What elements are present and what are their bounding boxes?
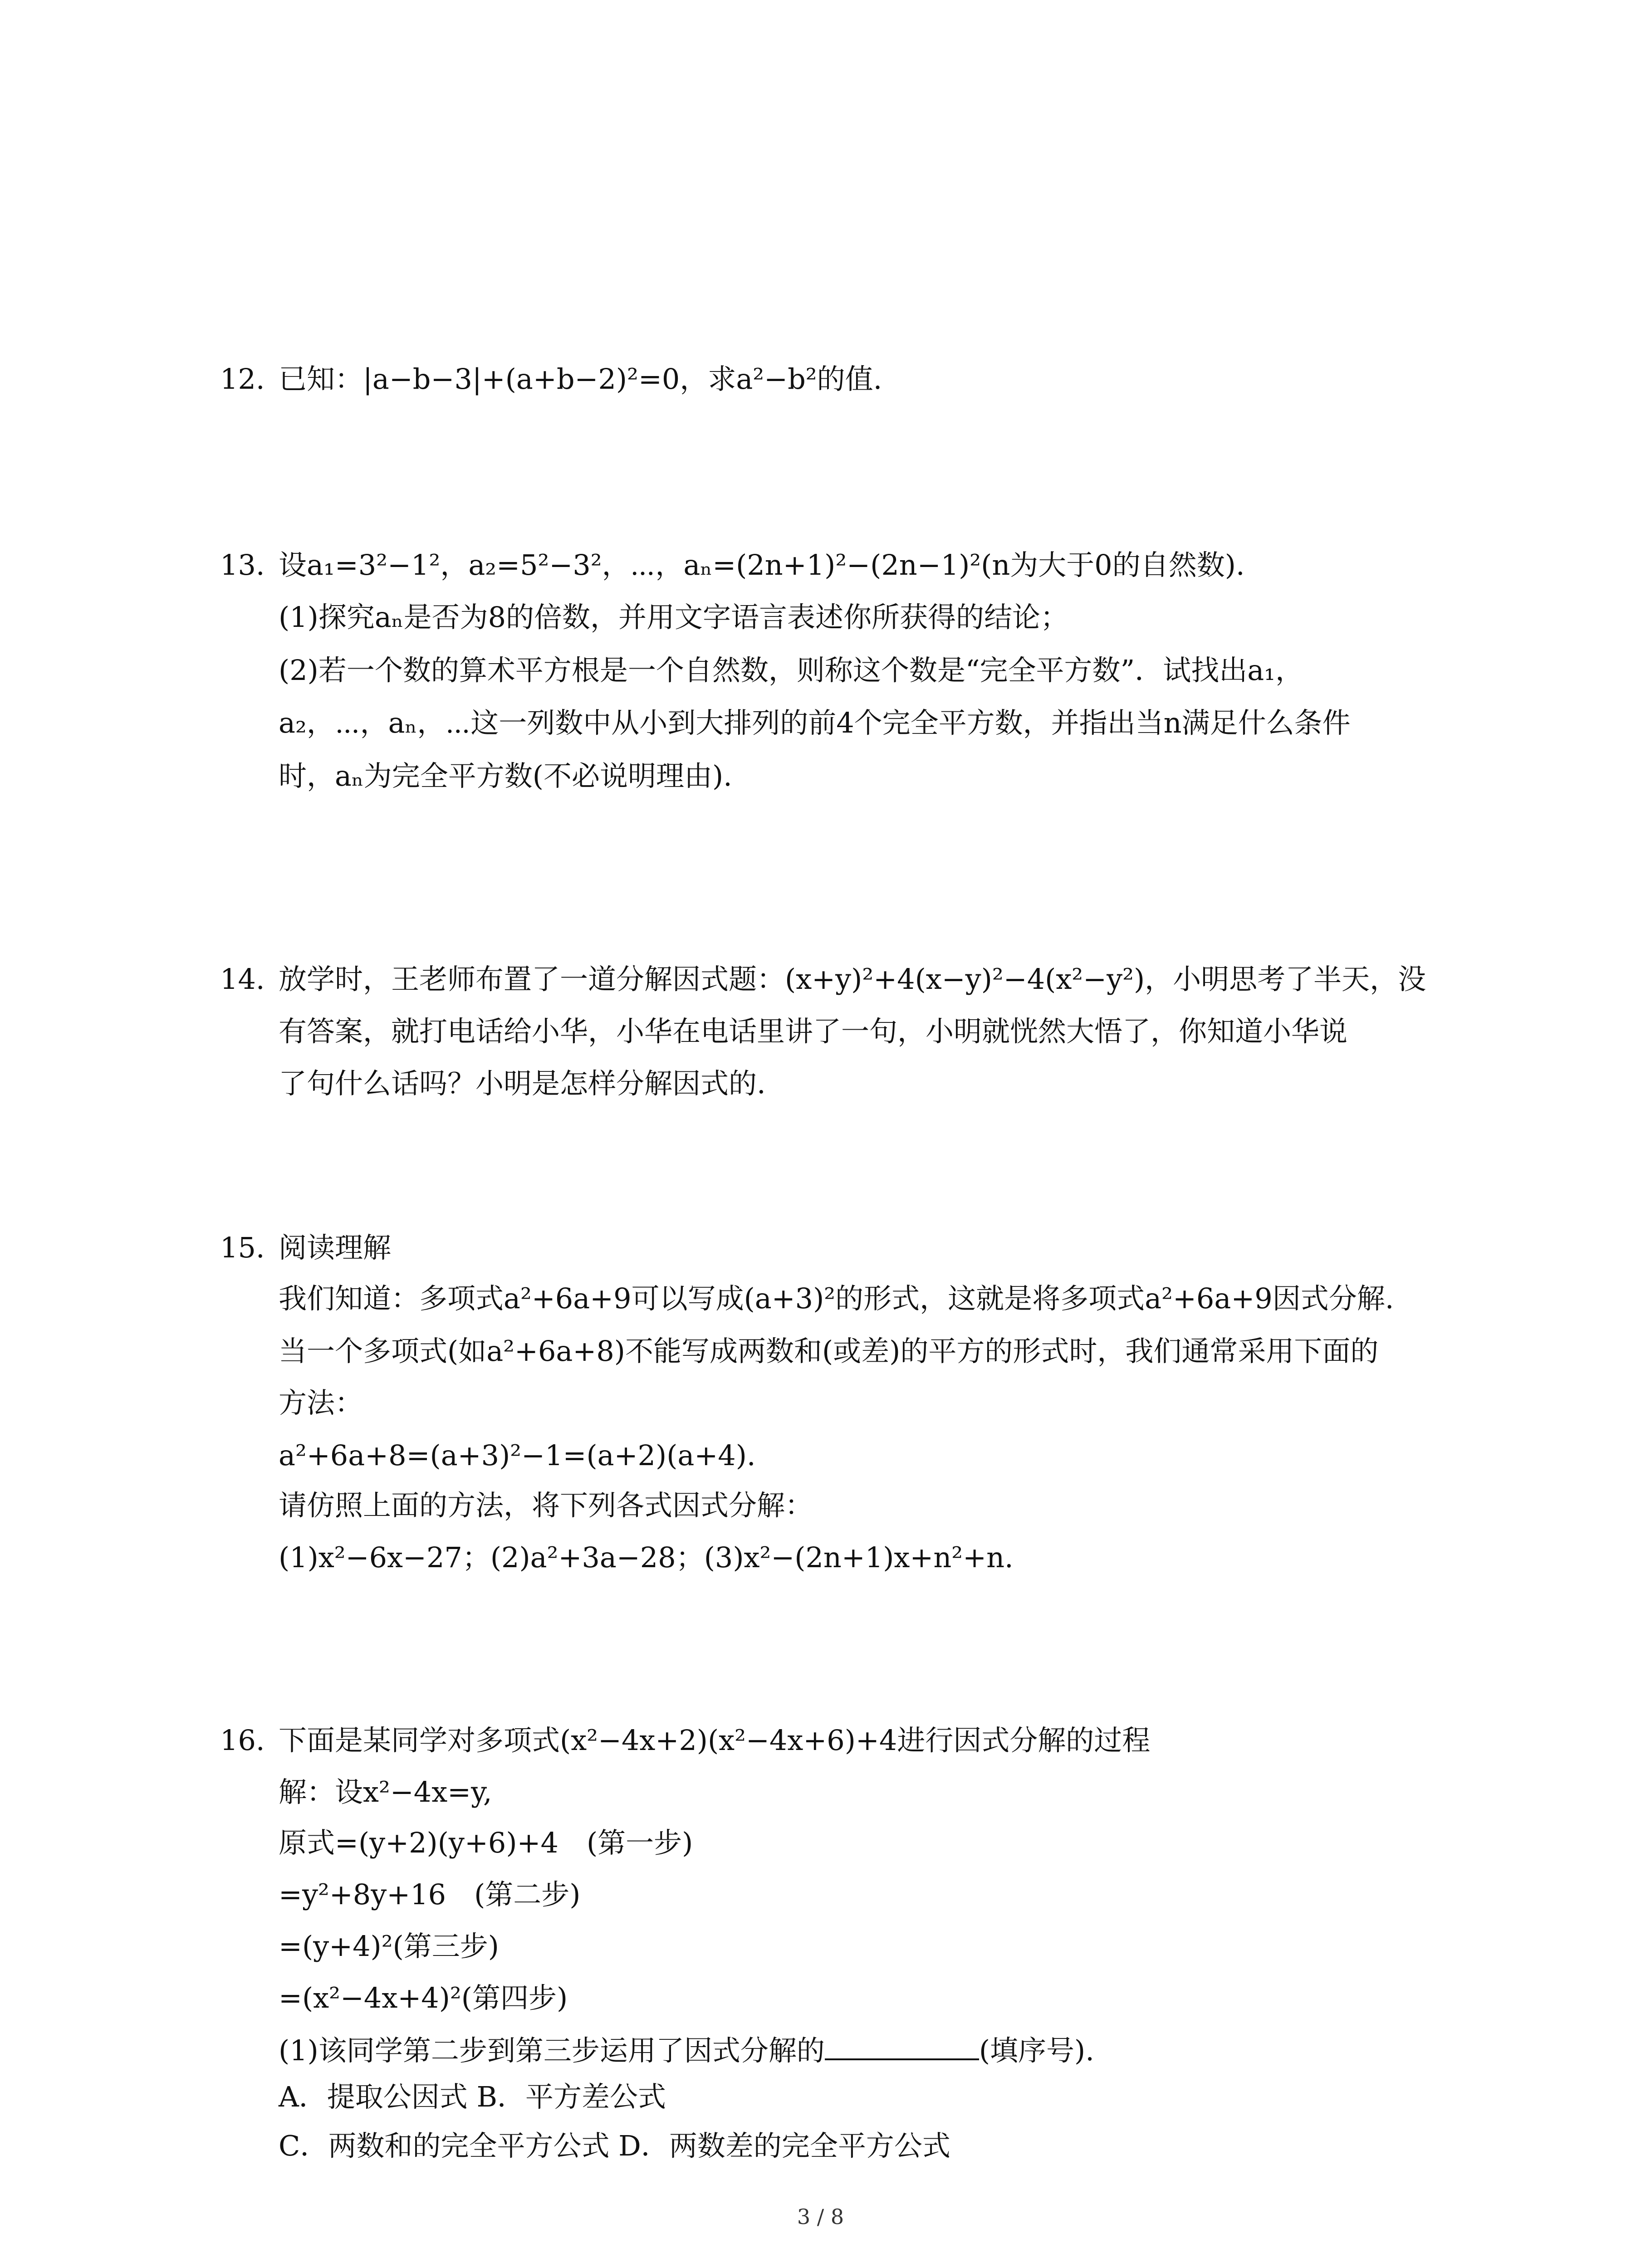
question-16-solution-start: 解：设x²−4x=y, bbox=[279, 1775, 492, 1809]
question-12-text: 已知：|a−b−3|+(a+b−2)²=0，求a²−b²的值. bbox=[279, 362, 882, 396]
question-15-intro: 我们知道：多项式a²+6a+9可以写成(a+3)²的形式，这就是将多项式a²+6a+9因式分解. bbox=[279, 1282, 1394, 1315]
question-16-number: 16. bbox=[220, 1724, 265, 1757]
question-13-number: 13. bbox=[220, 548, 265, 582]
question-16-options-a-b: A．提取公因式 B．平方差公式 bbox=[279, 2080, 666, 2113]
question-16-subquestion-1-prefix: (1)该同学第二步到第三步运用了因式分解的 bbox=[279, 2034, 825, 2067]
question-16-step-1: 原式=(y+2)(y+6)+4 (第一步) bbox=[279, 1826, 693, 1859]
question-15-method-cont: 方法： bbox=[279, 1386, 363, 1419]
question-14-text: 放学时，王老师布置了一道分解因式题：(x+y)²+4(x−y)²−4(x²−y²)，小明思考了半天，没 bbox=[279, 963, 1426, 996]
question-16-subquestion-1 bbox=[279, 2035, 1094, 2065]
question-16-options-c-d: C．两数和的完全平方公式 D．两数差的完全平方公式 bbox=[279, 2129, 950, 2162]
question-14-text-end: 了句什么话吗？小明是怎样分解因式的. bbox=[279, 1067, 766, 1100]
question-15-instruction: 请仿照上面的方法，将下列各式因式分解： bbox=[279, 1489, 813, 1522]
question-13-part-2-cont: a₂，⋯，aₙ，⋯这一列数中从小到大排列的前4个完全平方数，并指出当n满足什么条件 bbox=[279, 706, 1351, 739]
question-13-part-2: (2)若一个数的算术平方根是一个自然数，则称这个数是“完全平方数”．试找出a₁， bbox=[279, 654, 1304, 687]
question-16-subquestion-1-suffix: (填序号). bbox=[979, 2034, 1094, 2067]
question-15-number: 15. bbox=[220, 1231, 265, 1264]
question-12-number: 12. bbox=[220, 362, 265, 396]
question-13-part-1: (1)探究aₙ是否为8的倍数，并用文字语言表述你所获得的结论； bbox=[279, 601, 1069, 634]
question-14-text-cont: 有答案，就打电话给小华，小华在电话里讲了一句，小明就恍然大悟了，你知道小华说 bbox=[279, 1015, 1348, 1048]
question-16-step-4: =(x²−4x+4)²(第四步) bbox=[279, 1981, 568, 2014]
question-16-step-2: =y²+8y+16 (第二步) bbox=[279, 1878, 581, 1911]
question-15-example: a²+6a+8=(a+3)²−1=(a+2)(a+4). bbox=[279, 1439, 756, 1472]
question-15-heading: 阅读理解 bbox=[279, 1231, 392, 1264]
question-13-text: 设a₁=3²−1²，a₂=5²−3²，⋯，aₙ=(2n+1)²−(2n−1)²(n为大于0的自然数). bbox=[279, 548, 1245, 582]
question-15-exercises: (1)x²−6x−27；(2)a²+3a−28；(3)x²−(2n+1)x+n²+n. bbox=[279, 1541, 1014, 1574]
question-13-part-2-end: 时，aₙ为完全平方数(不必说明理由). bbox=[279, 759, 732, 792]
question-14-number: 14. bbox=[220, 963, 265, 996]
answer-blank[interactable] bbox=[825, 2035, 979, 2060]
question-16-step-3: =(y+4)²(第三步) bbox=[279, 1930, 499, 1963]
question-16-text: 下面是某同学对多项式(x²−4x+2)(x²−4x+6)+4进行因式分解的过程 bbox=[279, 1724, 1151, 1757]
page-number: 3 / 8 bbox=[797, 2204, 844, 2229]
question-15-method: 当一个多项式(如a²+6a+8)不能写成两数和(或差)的平方的形式时，我们通常采用下面的 bbox=[279, 1334, 1379, 1368]
